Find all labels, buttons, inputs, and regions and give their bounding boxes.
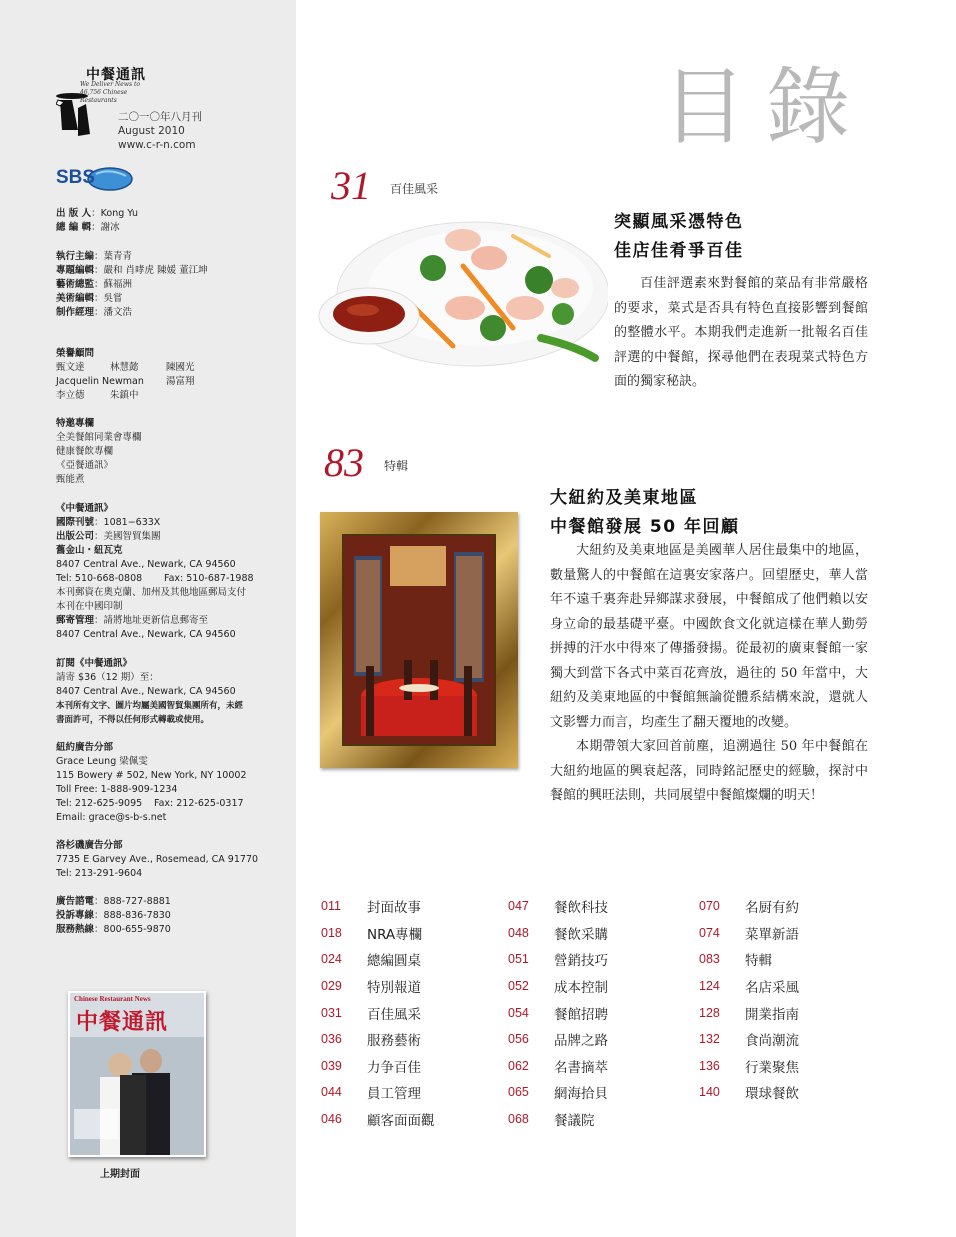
issue-info — [118, 110, 202, 152]
toc-section-name: 員工管理 — [367, 1086, 421, 1103]
toc-page-number: 044 — [321, 1085, 342, 1100]
toc-section-name: 名厨有約 — [745, 900, 799, 917]
toc-column-3 — [699, 893, 799, 1106]
toc-section-name: 特輯 — [745, 953, 772, 970]
toc-page-number: 083 — [699, 952, 720, 967]
toc-item[interactable] — [321, 920, 435, 947]
toc-section-name: 品牌之路 — [554, 1033, 608, 1050]
toc-section-name: 百佳風采 — [367, 1006, 421, 1023]
shrimp-dish-image — [313, 196, 608, 376]
issue-date-cn: 二〇一〇年八月刊 — [118, 111, 202, 123]
columns-heading: 特邀專欄 — [56, 418, 95, 429]
columns-block: 特邀專欄 全美餐館同業會專欄 健康餐飲專欄 《亞餐通訊》 甄能煮 — [56, 418, 142, 485]
toc-page-number: 039 — [321, 1058, 342, 1073]
toc-item[interactable] — [508, 973, 608, 1000]
toc-item[interactable] — [321, 973, 435, 1000]
toc-item[interactable] — [699, 1079, 799, 1106]
toc-item[interactable] — [699, 1026, 799, 1053]
toc-section-name: 行業聚焦 — [745, 1059, 799, 1076]
toc-section-name: 開業指南 — [745, 1006, 799, 1023]
toc-section-name: 服務藝術 — [367, 1033, 421, 1050]
toc-item[interactable] — [508, 1106, 608, 1133]
feature1-page-number[interactable]: 31 — [331, 163, 371, 208]
hotlines-block: 廣告諮電：888-727-8881 投訴專線：888-836-7830 服務熱線：800-655-9870 — [56, 896, 171, 935]
last-cover-caption: 上期封面 — [100, 1169, 140, 1180]
toc-section-name: 營銷技巧 — [554, 953, 608, 970]
sbs-logo — [56, 166, 136, 192]
toc-item[interactable] — [508, 1026, 608, 1053]
staff-block: 出 版 人：Kong Yu 總 編 輯：謝冰 — [56, 208, 139, 233]
toc-page-number: 062 — [508, 1058, 529, 1073]
toc-page-number: 052 — [508, 979, 529, 994]
cover-mag-title: 中餐通訊 — [76, 1009, 169, 1035]
website-link[interactable]: www.c-r-n.com — [118, 139, 196, 151]
toc-section-name: 總編圓桌 — [367, 953, 421, 970]
toc-page-number: 036 — [321, 1032, 342, 1047]
toc-section-name: 餐館招聘 — [554, 1006, 608, 1023]
toc-column-2 — [508, 893, 608, 1132]
la-office-block: 洛杉磯廣告分部 7735 E Garvey Ave., Rosemead, CA 91770 Tel: 213-291-9604 — [56, 840, 259, 879]
toc-item[interactable] — [508, 1079, 608, 1106]
toc-item[interactable] — [321, 1026, 435, 1053]
last-issue-cover[interactable] — [68, 991, 206, 1157]
advisors-heading: 榮譽顧問 — [56, 348, 95, 359]
toc-column-1 — [321, 893, 435, 1132]
toc-section-name: 名店采風 — [745, 980, 799, 997]
toc-item[interactable] — [699, 973, 799, 1000]
ny-email-link[interactable]: Email: grace@s-b-s.net — [56, 812, 167, 823]
toc-section-name: 餐飲科技 — [554, 900, 608, 917]
toc-item[interactable] — [699, 1053, 799, 1080]
masthead-title: 中餐通訊 — [86, 67, 146, 83]
toc-section-name: 成本控制 — [554, 980, 608, 997]
toc-page-number: 011 — [321, 899, 341, 914]
toc-section-name: 顧客面面觀 — [367, 1113, 435, 1130]
toc-page-number: 029 — [321, 979, 342, 994]
restaurant-photo — [342, 534, 496, 746]
ny-office-block: 紐約廣告分部 Grace Leung 梁佩雯 115 Bowery # 502, New York, NY 10002 Toll Free: 1-888-909-1234 Tel: 212-625-9095 Fax: 212-625-0317 Email: grace@s-b-s.net — [56, 742, 247, 823]
toc-section-name: 名書摘萃 — [554, 1059, 608, 1076]
issue-date-en: August 2010 — [118, 125, 185, 137]
toc-section-name: 餐議院 — [554, 1113, 595, 1130]
toc-page-number: 056 — [508, 1032, 529, 1047]
toc-page-number: 068 — [508, 1112, 529, 1127]
toc-item[interactable] — [321, 1079, 435, 1106]
toc-item[interactable] — [508, 920, 608, 947]
feature1-body: 百佳評選素來對餐館的菜品有非常嚴格的要求，菜式是否具有特色直接影響到餐館的整體水平。本期我們走進新一批報名百佳評選的中餐館，探尋他們在表現菜式特色方面的獨家秘訣。 — [614, 276, 868, 389]
toc-section-name: 特別報道 — [367, 980, 421, 997]
publication-block: 《中餐通訊》 國際刊號：1081−633X 出版公司：美國智貿集團 舊金山・紐瓦克 8407 Central Ave., Newark, CA 94560 Tel: 510-668-0808 Fax: 510-687-1988 本刊郵資在奧克蘭、加州及其他地區郵局支付 本刊在中國印制 郵寄管理：請將地址更新信息郵寄至 8407 Central Ave., Newark, CA 94560 — [56, 503, 254, 640]
editors-block: 執行主編：葉青青 專題編輯：嚴和 肖哮虎 陳媛 董江坤 藝術總監：蘇福洲 美術編輯：吳嘗 制作經理：潘文浩 — [56, 251, 208, 318]
toc-item[interactable] — [508, 999, 608, 1026]
toc-item[interactable] — [508, 946, 608, 973]
masthead-subtitle: We Deliver News to 46,756 Chinese Restaurants — [80, 81, 140, 104]
toc-page-number: 024 — [321, 952, 342, 967]
toc-section-name: 食尚潮流 — [745, 1033, 799, 1050]
feature2-title: 大紐約及美東地區 中餐館發展 50 年回顧 — [550, 488, 740, 537]
feature2-category: 特輯 — [384, 459, 409, 473]
toc-page-number: 074 — [699, 925, 720, 940]
toc-page-number: 132 — [699, 1032, 720, 1047]
feature1-title: 突顯風采憑特色 佳店佳肴爭百佳 — [614, 212, 744, 261]
cover-mag-en: Chinese Restaurant News — [74, 995, 151, 1003]
toc-page-number: 031 — [321, 1005, 342, 1020]
toc-page-number: 046 — [321, 1112, 342, 1127]
page-title: 目錄 — [662, 58, 871, 156]
toc-section-name: 封面故事 — [367, 900, 421, 917]
toc-page-number: 047 — [508, 899, 529, 914]
toc-page-number: 054 — [508, 1005, 529, 1020]
advisors-block: 榮譽顧問 甄文達 林慧懿 陳國光 Jacquelin Newman 湯富翔 李立德 朱鎮中 — [56, 348, 195, 401]
toc-section-name: 網海拾貝 — [554, 1086, 608, 1103]
masthead-sidebar — [0, 0, 296, 1237]
toc-page-number: 124 — [699, 979, 720, 994]
toc-item[interactable] — [699, 946, 799, 973]
toc-page-number: 065 — [508, 1085, 529, 1100]
feature2-body: 大紐約及美東地區是美國華人居住最集中的地區，數量驚人的中餐館在這裏安家落户。回望歷史，華人當年不遠千裏奔赴异鄉謀求發展，中餐館成了他們賴以安身立命的最基礎平臺。中國飲食文化就這樣在華人勤勞拼搏的汗水中得來了傳播發揚。從最初的廣東餐館一家獨大到當下各式中菜百花齊放，過往的 50 年當中，大紐約及美東地區的中餐館無論從體系結構來說，還就人文影響力而言，均產生了翻天覆地的改變。 本期帶領大家回首前塵，追溯過往 50 年中餐館在大紐約地區的興衰起落，同時銘記歷史的經驗，探討中餐館的興旺法則，共同展望中餐館燦爛的明天！ — [550, 543, 868, 803]
toc-section-name: 力争百佳 — [367, 1059, 421, 1076]
toc-item[interactable] — [321, 1106, 435, 1133]
toc-item[interactable] — [508, 1053, 608, 1080]
toc-item[interactable] — [321, 946, 435, 973]
toc-item[interactable] — [699, 920, 799, 947]
toc-item[interactable] — [699, 893, 799, 920]
restaurant-photo-frame — [320, 512, 518, 768]
toc-section-name: 菜單新語 — [745, 926, 799, 943]
toc-page-number: 048 — [508, 925, 529, 940]
toc-page-number: 136 — [699, 1058, 720, 1073]
toc-page-number: 051 — [508, 952, 529, 967]
toc-item[interactable] — [699, 999, 799, 1026]
toc-page-number: 140 — [699, 1085, 720, 1100]
toc-page-number: 128 — [699, 1005, 720, 1020]
toc-section-name: 餐飲采購 — [554, 926, 608, 943]
toc-item[interactable] — [321, 999, 435, 1026]
toc-item[interactable] — [321, 893, 435, 920]
feature2-page-number[interactable]: 83 — [324, 440, 364, 485]
toc-page-number: 018 — [321, 925, 342, 940]
sbs-logo-text: SBS — [56, 167, 96, 188]
toc-item[interactable] — [321, 1053, 435, 1080]
subscription-block: 訂閱《中餐通訊》 請寄 $36（12 期）至： 8407 Central Ave., Newark, CA 94560 本刊所有文字、圖片均屬美國智貿集團所有，未經 書面許可，不得以任何形式轉載或使用。 — [56, 658, 244, 725]
feature1-category: 百佳風采 — [390, 182, 439, 196]
toc-item[interactable] — [508, 893, 608, 920]
toc-section-name: 環球餐飲 — [745, 1086, 799, 1103]
toc-section-name: NRA專欄 — [367, 926, 423, 943]
toc-page-number: 070 — [699, 899, 720, 914]
